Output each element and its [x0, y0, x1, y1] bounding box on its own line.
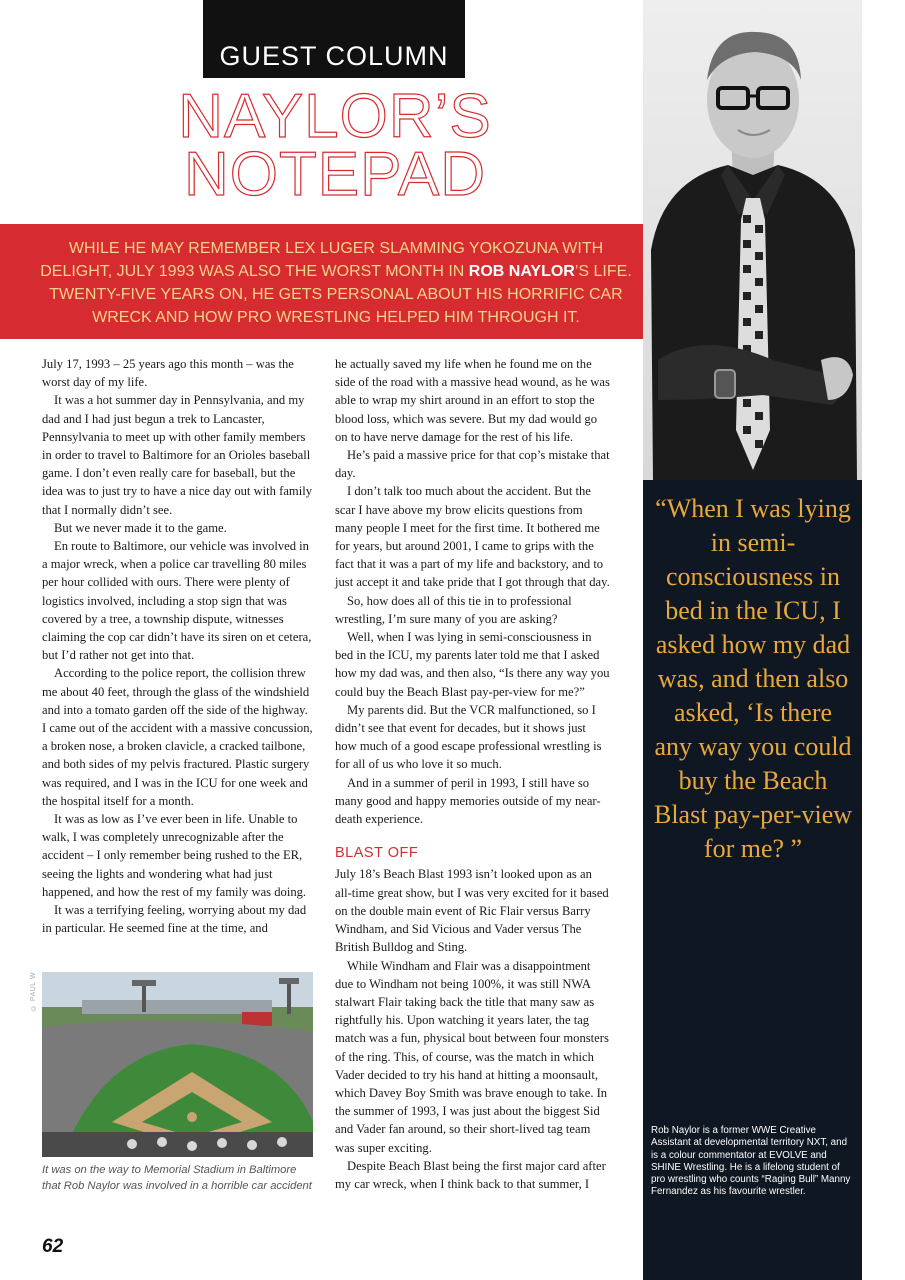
paragraph: So, how does all of this tie in to professional wrestling, I’m sure many of you are asking?	[335, 593, 572, 626]
photo-credit: © PAUL W	[30, 972, 37, 1012]
author-bio: Rob Naylor is a former WWE Creative Assistant at developmental territory NXT, and is a colour commentator at EVOLVE and SHINE Wrestling. He is a lifelong student of pro wrestling who counts “Raging Bull” Manny Fernandez as his favourite wrestler.	[651, 1125, 851, 1198]
paragraph: It was a terrifying feeling, worrying about my dad in particular. He seemed fine at the time, and	[42, 903, 307, 936]
article-column-1	[42, 355, 315, 938]
title-line-2: NOTEPAD	[183, 140, 487, 209]
paragraph: He’s paid a massive price for that cop’s mistake that day.	[335, 448, 610, 481]
photo-caption: It was on the way to Memorial Stadium in Baltimore that Rob Naylor was involved in a horrible car accident	[42, 1164, 312, 1192]
title-line-1: NAYLOR’S	[178, 82, 492, 151]
standfirst-author-name: ROB NAYLOR	[468, 263, 575, 280]
paragraph: he actually saved my life when he found me on the side of the road with a massive head wound, as he was able to wrap my shirt around in an effort to stop the blood loss, which was severe. But my dad would go on to have nerve damage for the rest of his life.	[335, 357, 610, 444]
pull-quote: “When I was lying in semi-consciousness in bed in the ICU, I asked how my dad was, and then also asked, ‘Is there any way you could buy the Beach Blast pay-per-view for me? ”	[653, 494, 853, 863]
paragraph: While Windham and Flair was a disappointment due to Windham not being 100%, it was still NWA stalwart Flair taking back the title that many saw as rightfully his. Upon watching it years later, the tag match was a fun, physical bout between four monsters of the ring. This, of course, was the match in which Vader decided to try his hand at hitting a moonsault, which Davey Boy Smith was brave enough to take. In the summer of 1993, I was just about the biggest Sid and Vader fan around, so their short-lived tag team was super exciting.	[335, 958, 609, 1155]
standfirst-part-2: ’S LIFE. TWENTY-FIVE YEARS ON, HE GETS PERSONAL ABOUT HIS HORRIFIC CAR WRECK AND HOW PRO WRESTLING HELPED HIM THROUGH IT.	[49, 263, 632, 326]
paragraph: July 17, 1993 – 25 years ago this month – was the worst day of my life.	[42, 357, 294, 390]
paragraph: And in a summer of peril in 1993, I still have so many good and happy memories outside of my near-death experience.	[335, 775, 601, 827]
standfirst	[36, 237, 636, 329]
paragraph: It was a hot summer day in Pennsylvania, and my dad and I had just begun a trek to Lancaster, Pennsylvania to meet up with other family members in order to travel to Baltimore for an Orioles baseball game. I don’t even really care for baseball, but the idea was to just try to have a nice day out with family that I normally didn’t see.	[42, 393, 312, 517]
paragraph: According to the police report, the collision threw me about 40 feet, through the glass of the windshield and into a tomato garden off the side of the highway. I came out of the accident with a massive concussion, a broken nose, a broken clavicle, a cracked tailbone, and both sides of my pelvis fractured. Plastic surgery was required, and I was in the ICU for one week and the hospital itself for a month.	[42, 666, 313, 808]
paragraph: But we never made it to the game.	[54, 520, 227, 535]
author-photo	[643, 0, 862, 480]
stadium-photo	[42, 972, 313, 1157]
author-photo-illustration	[643, 0, 862, 480]
article-column-2	[335, 355, 610, 1193]
standfirst-part-1: WHILE HE MAY REMEMBER LEX LUGER SLAMMING YOKOZUNA WITH DELIGHT, JULY 1993 WAS ALSO THE WORST MONTH IN	[40, 240, 604, 280]
section-tag: GUEST COLUMN	[203, 0, 465, 78]
article-title	[150, 82, 520, 209]
paragraph: July 18’s Beach Blast 1993 isn’t looked upon as an all-time great show, but I was very excited for it based on the double main event of Ric Flair versus Barry Windham, and Sid Vicious and Vader versus The British Bulldog and Sting.	[335, 867, 609, 955]
paragraph: My parents did. But the VCR malfunctioned, so I didn’t see that event for decades, but it shows just how much of a good escape professional wrestling is for all of us who love it so much.	[335, 702, 602, 772]
paragraph: Well, when I was lying in semi-consciousness in bed in the ICU, my parents later told me that I asked how my dad was, and then also, “Is there any way you could buy the Beach Blast pay-per-view for me?”	[335, 630, 610, 699]
paragraph: En route to Baltimore, our vehicle was involved in a major wreck, when a police car travelling 80 miles per hour collided with ours. There were plenty of logistics involved, including a stop sign that was covered by a tree, a township dispute, witnesses claiming the cop car didn’t have its siren on et cetera, but I’d rather not get into that.	[42, 539, 312, 663]
subheading: BLAST OFF	[335, 845, 419, 862]
page-number: 62	[42, 1236, 64, 1257]
stadium-illustration	[42, 972, 313, 1157]
paragraph: I don’t talk too much about the accident. But the scar I have above my brow elicits questions from many people I meet for the first time. It bothered me for years, but around 2001, I came to grips with the fact that it was a part of my life and backstory, and to just accept it and take pride that I got through that day.	[335, 484, 610, 590]
paragraph: Despite Beach Blast being the first major card after my car wreck, when I think back to that summer, I	[335, 1158, 606, 1191]
paragraph: It was as low as I’ve ever been in life. Unable to walk, I was completely unrecognizable after the accident – I only remember being rushed to the ER, seeing the lights and wondering what had just happened, and how the rest of my family was doing.	[42, 812, 307, 899]
